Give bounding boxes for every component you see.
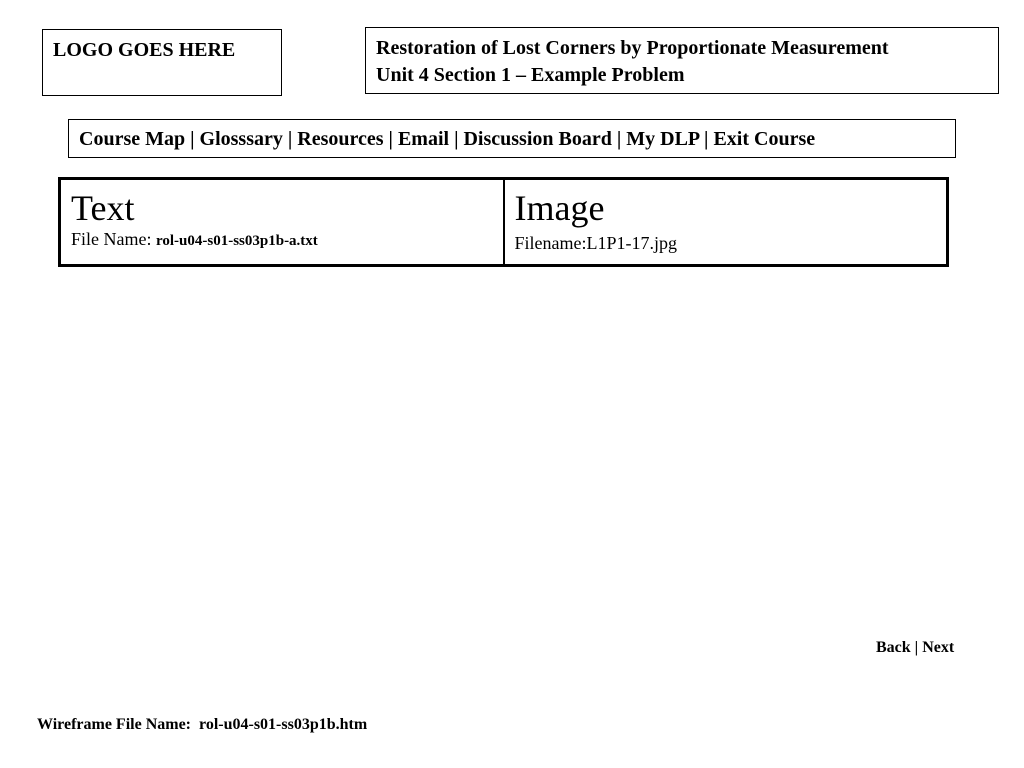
course-title: Restoration of Lost Corners by Proportionate Measurement [376,37,889,59]
section-subtitle: Unit 4 Section 1 – Example Problem [376,64,685,86]
wireframe-file-name [37,715,367,735]
nav-course-map-link[interactable]: Course Map [79,128,186,150]
course-title-box [365,27,999,94]
text-cell [60,179,504,266]
text-file-label: File Name: [71,229,156,249]
nav-my-dlp-link[interactable]: My DLP [626,128,700,150]
image-cell-heading: Image [514,188,605,228]
content-row [60,179,948,266]
wireframe-file-value: rol-u04-s01-ss03p1b.htm [199,716,368,733]
nav-separator: | [611,128,627,150]
page-navigation [876,638,954,658]
text-cell-heading: Text [71,188,135,228]
nav-resources-link[interactable]: Resources [297,128,384,150]
text-file-line [71,228,493,252]
nav-exit-course-link[interactable]: Exit Course [713,128,816,150]
nav-separator: | [449,128,464,150]
wireframe-file-label: Wireframe File Name: [37,716,200,733]
nav-separator: | [185,128,200,150]
course-nav-bar [68,119,956,158]
nav-discussion-board-link[interactable]: Discussion Board [463,128,612,150]
nav-email-link[interactable]: Email [397,128,450,150]
image-cell [504,179,948,266]
page-nav-separator: | [910,639,923,656]
back-link[interactable]: Back [876,639,911,656]
next-link[interactable]: Next [922,639,955,656]
nav-separator: | [699,128,714,150]
content-layout-table [58,177,949,267]
logo-placeholder [42,29,282,96]
text-file-name: rol-u04-s01-ss03p1b-a.txt [155,233,318,249]
nav-separator: | [383,128,398,150]
nav-glossary-link[interactable]: Glosssary [199,128,283,150]
image-file-name: Filename:L1P1-17.jpg [514,233,677,253]
nav-separator: | [282,128,298,150]
logo-text: LOGO GOES HERE [53,39,236,61]
